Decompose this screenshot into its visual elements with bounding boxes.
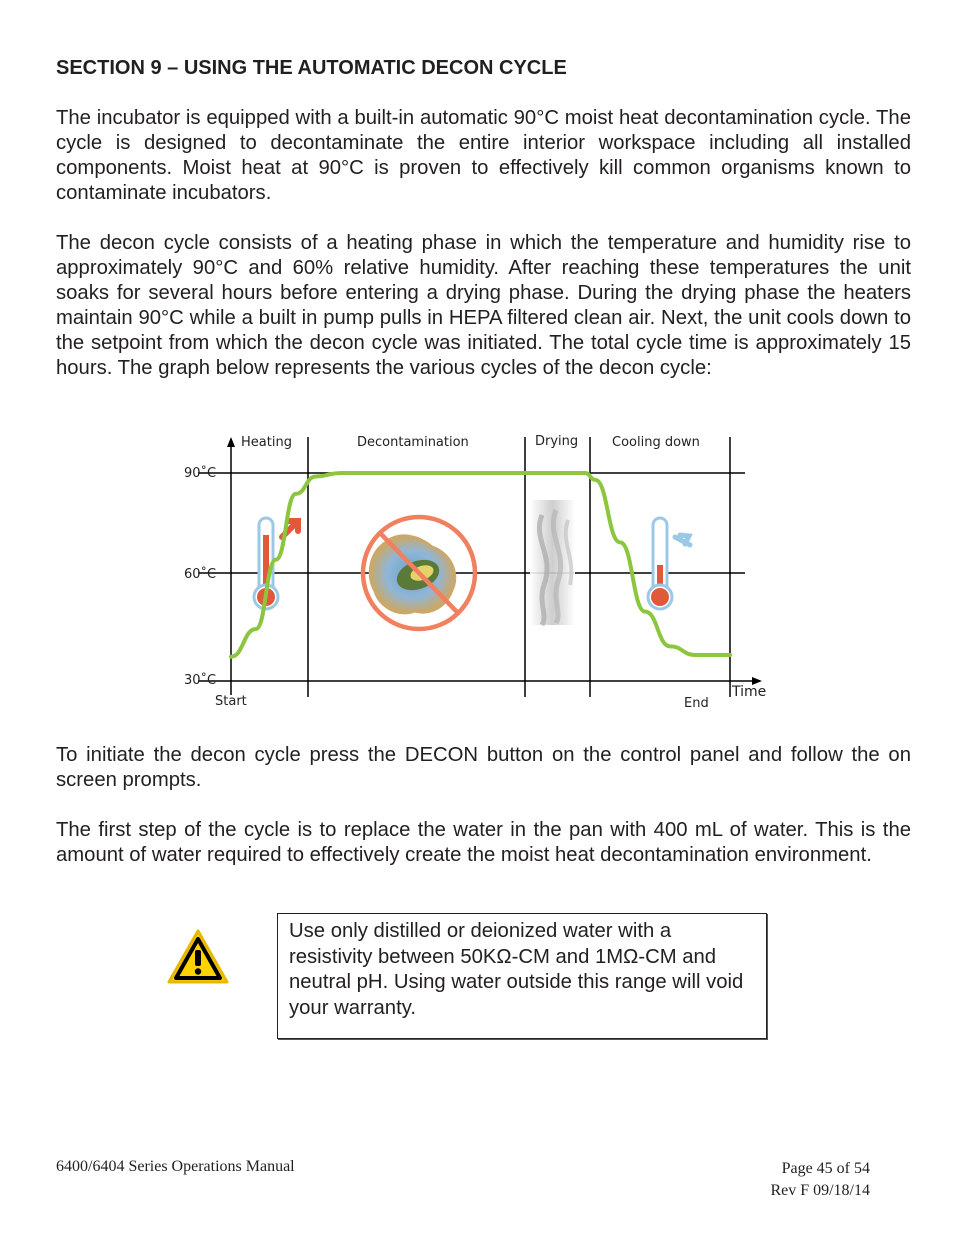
x-axis-title: Time <box>732 684 767 700</box>
water-warning-notice <box>277 913 767 1039</box>
steam-icon <box>530 500 575 625</box>
y-tick-60: 60˚C <box>184 567 217 582</box>
section-title: SECTION 9 – USING THE AUTOMATIC DECON CYCLE <box>56 57 567 79</box>
thermometer-rising-icon <box>254 518 298 609</box>
phase-label-heating: Heating <box>241 435 292 450</box>
phase-label-drying: Drying <box>535 434 579 449</box>
water-instructions-paragraph: The first step of the cycle is to replace the water in the pan with 400 mL of water. This is the amount of water required to effectively create the moist heat decontamination environment. <box>56 819 911 866</box>
notice-text: Use only distilled or deionized water with a resistivity between 50KΩ-CM and 1MΩ-CM and neutral pH. Using water outside this range will void your warranty. <box>289 920 744 1019</box>
page-number: Page 45 of 54 <box>781 1160 870 1177</box>
phase-label-decontamination: Decontamination <box>357 435 469 450</box>
x-label-start: Start <box>215 694 247 709</box>
thermometer-cooling-icon <box>648 518 690 609</box>
initiate-instructions-paragraph: To initiate the decon cycle press the DECON button on the control panel and follow the on screen prompts. <box>56 744 911 791</box>
x-label-end: End <box>684 696 709 711</box>
phase-label-cooling: Cooling down <box>612 435 700 450</box>
cycle-description-paragraph: The decon cycle consists of a heating phase in which the temperature and humidity rise to approximately 90°C and 60% relative humidity. After reaching these temperatures the unit soaks for several hours before entering a drying phase. During the drying phase the heaters maintain 90°C while a built in pump pulls in HEPA filtered clean air. Next, the unit cools down to the setpoint from which the decon cycle was initiated. The total cycle time is approximately 15 hours. The graph below represents the various cycles of the decon cycle: <box>56 232 911 379</box>
footer-manual-title: 6400/6404 Series Operations Manual <box>56 1158 295 1175</box>
y-tick-30: 30˚C <box>184 673 217 688</box>
warning-triangle-icon <box>166 928 230 986</box>
decon-cycle-chart <box>170 425 790 720</box>
y-axis-arrow <box>227 437 235 447</box>
revision: Rev F 09/18/14 <box>770 1182 870 1199</box>
y-tick-90: 90˚C <box>184 466 217 481</box>
footer-page-info <box>770 1158 870 1202</box>
intro-paragraph: The incubator is equipped with a built-in automatic 90°C moist heat decontamination cycle. The cycle is designed to decontaminate the entire interior workspace including all installed components. Moist heat at 90°C is proven to effectively kill common organisms known to contaminate incubators. <box>56 107 911 204</box>
